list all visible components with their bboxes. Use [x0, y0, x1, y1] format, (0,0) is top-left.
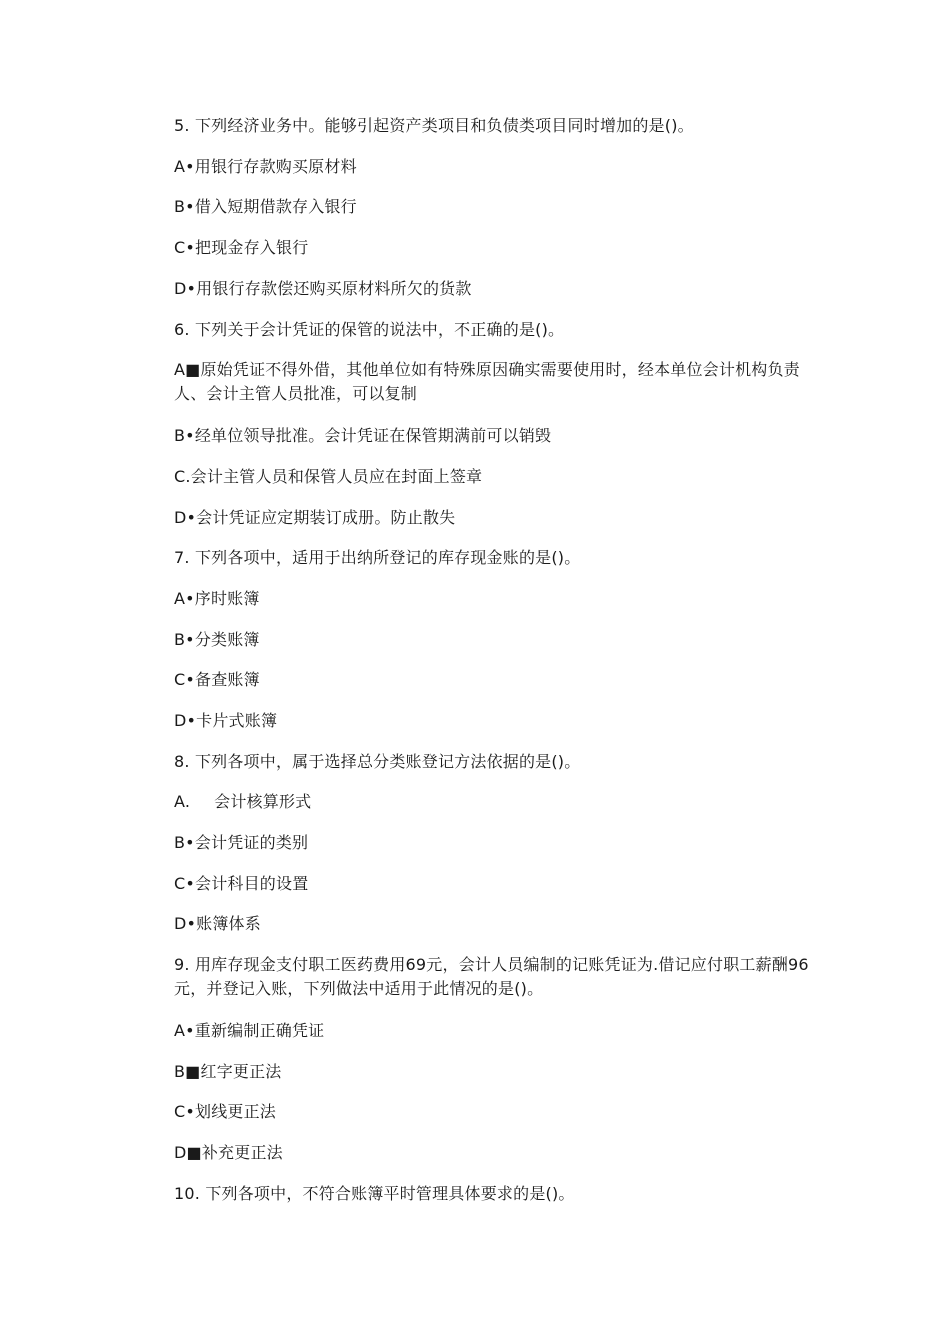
question-6-option-a: A■原始凭证不得外借，其他单位如有特殊原因确实需要使用时，经本单位会计机构负责人、会计主管人员批准，可以复制 — [174, 360, 800, 403]
question-5-option-a: A•用银行存款购买原材料 — [174, 157, 357, 176]
question-8-option-a-letter: A. — [174, 792, 191, 811]
question-8-option-a-text: 会计核算形式 — [214, 792, 312, 811]
question-6-option-b: B•经单位领导批准。会计凭证在保管期满前可以销毁 — [174, 426, 552, 445]
question-8-option-c: C•会计科目的设置 — [174, 874, 309, 893]
question-10-stem: 10. 下列各项中，不符合账簿平时管理具体要求的是()。 — [174, 1184, 575, 1203]
question-5-option-c: C•把现金存入银行 — [174, 238, 309, 257]
question-8-option-d: D•账簿体系 — [174, 914, 261, 933]
question-6-stem: 6. 下列关于会计凭证的保管的说法中，不正确的是()。 — [174, 320, 565, 339]
question-7-option-a: A•序时账簿 — [174, 589, 260, 608]
question-9-stem: 9. 用库存现金支付职工医药费用69元，会计人员编制的记账凭证为.借记应付职工薪酬96元，并登记入账，下列做法中适用于此情况的是()。 — [174, 955, 809, 998]
question-7-option-c: C•备查账簿 — [174, 670, 260, 689]
question-8-stem: 8. 下列各项中，属于选择总分类账登记方法依据的是()。 — [174, 752, 581, 771]
question-9-option-b: B■红字更正法 — [174, 1062, 282, 1081]
question-7-option-b: B•分类账簿 — [174, 630, 260, 649]
question-7-option-d: D•卡片式账簿 — [174, 711, 278, 730]
question-8-option-b: B•会计凭证的类别 — [174, 833, 309, 852]
question-9-option-a: A•重新编制正确凭证 — [174, 1021, 325, 1040]
question-5-stem: 5. 下列经济业务中。能够引起资产类项目和负债类项目同时增加的是()。 — [174, 116, 694, 135]
question-6-option-d: D•会计凭证应定期装订成册。防止散失 — [174, 508, 456, 527]
question-6-option-c: C.会计主管人员和保管人员应在封面上签章 — [174, 467, 483, 486]
question-8-option-a — [174, 790, 814, 814]
question-5-option-b: B•借入短期借款存入银行 — [174, 197, 357, 216]
question-7-stem: 7. 下列各项中，适用于出纳所登记的库存现金账的是()。 — [174, 548, 581, 567]
question-5-option-d: D•用银行存款偿还购买原材料所欠的货款 — [174, 279, 472, 298]
question-9-option-d: D■补充更正法 — [174, 1143, 283, 1162]
question-9-option-c: C•划线更正法 — [174, 1102, 277, 1121]
